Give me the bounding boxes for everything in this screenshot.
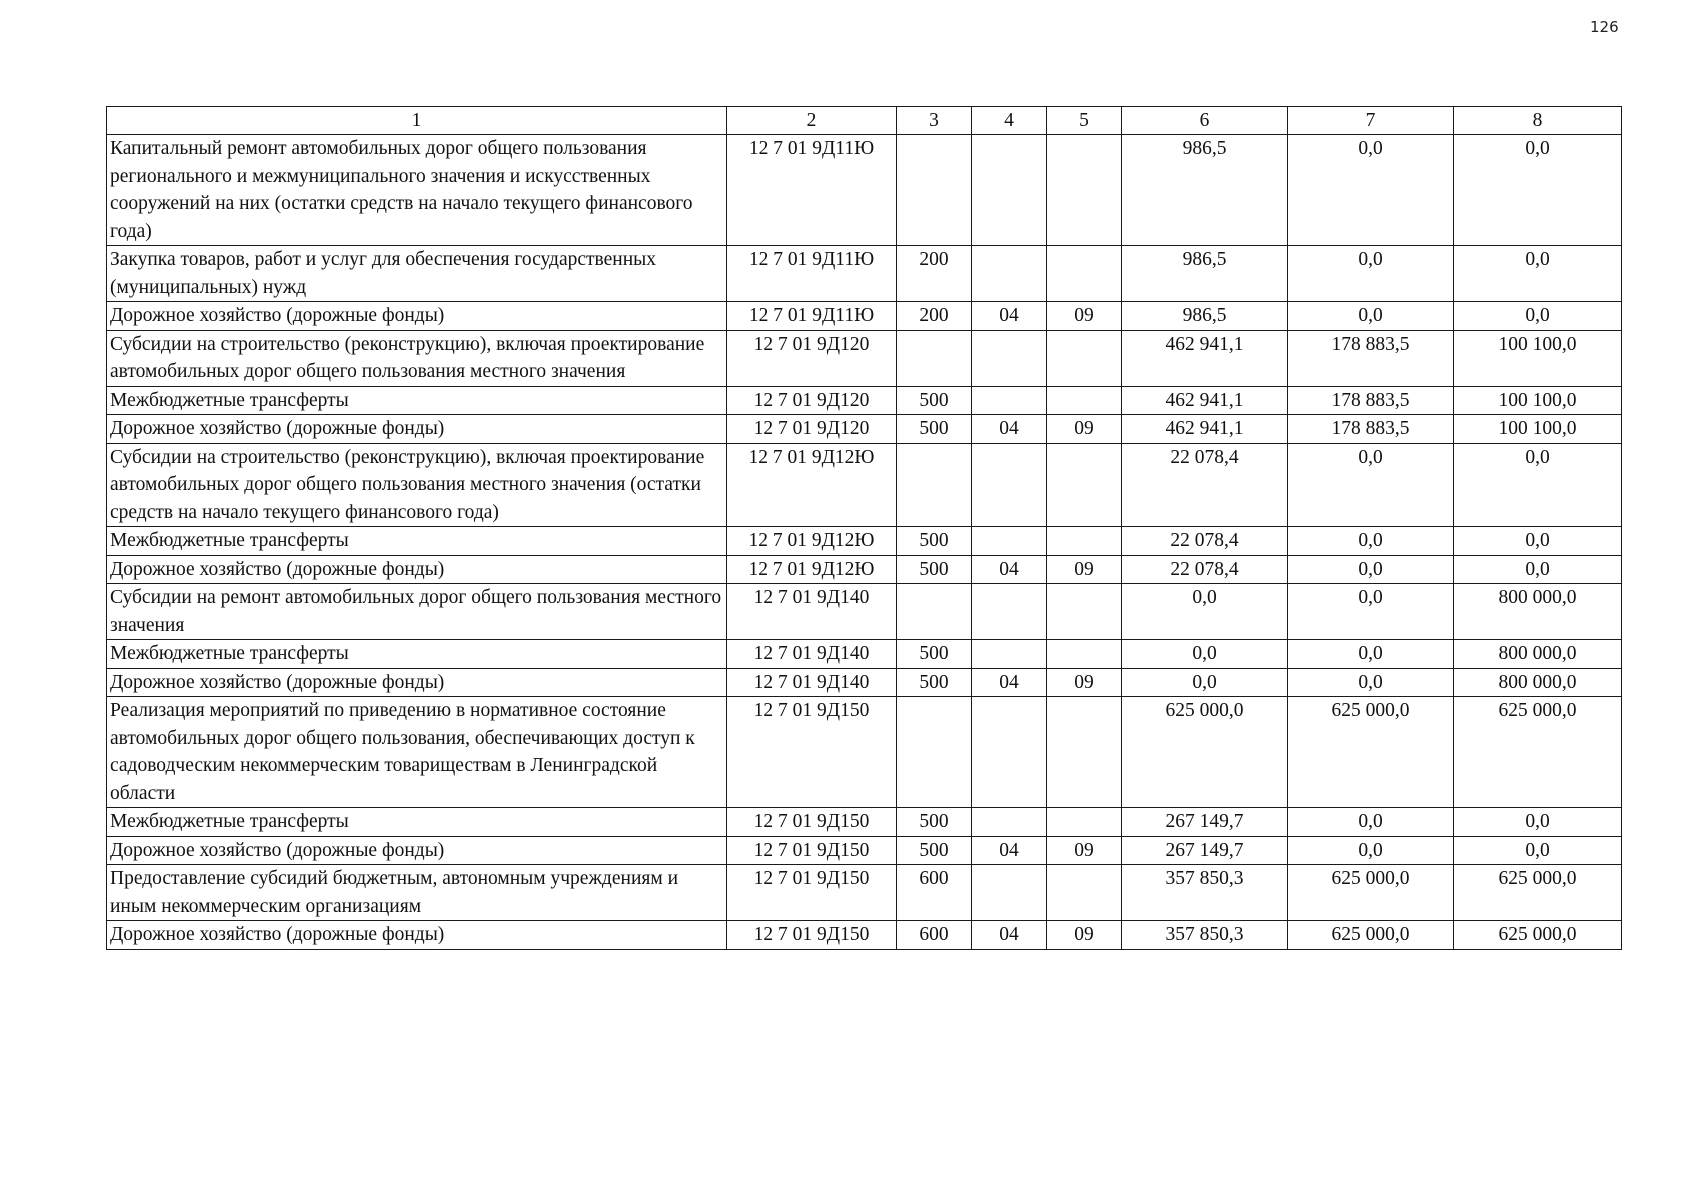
cell-name: Субсидии на строительство (реконструкцию), включая проектирование автомобильных дорог общего пользования местного значения — [107, 330, 727, 386]
table-row — [107, 808, 1622, 837]
cell-section: 04 — [972, 302, 1047, 331]
table-row — [107, 697, 1622, 808]
cell-expense-type: 500 — [897, 668, 972, 697]
cell-amount-7: 0,0 — [1288, 555, 1454, 584]
cell-amount-6: 22 078,4 — [1122, 555, 1288, 584]
cell-amount-6: 462 941,1 — [1122, 330, 1288, 386]
cell-amount-8: 625 000,0 — [1454, 865, 1622, 921]
cell-amount-6: 0,0 — [1122, 584, 1288, 640]
cell-expense-type: 500 — [897, 415, 972, 444]
cell-amount-6: 986,5 — [1122, 135, 1288, 246]
cell-amount-8: 0,0 — [1454, 555, 1622, 584]
cell-name: Межбюджетные трансферты — [107, 640, 727, 669]
table-row — [107, 921, 1622, 950]
cell-amount-7: 178 883,5 — [1288, 415, 1454, 444]
cell-amount-6: 22 078,4 — [1122, 527, 1288, 556]
cell-name: Дорожное хозяйство (дорожные фонды) — [107, 836, 727, 865]
cell-amount-7: 178 883,5 — [1288, 330, 1454, 386]
cell-amount-7: 625 000,0 — [1288, 865, 1454, 921]
cell-name: Капитальный ремонт автомобильных дорог общего пользования регионального и межмуниципального значения и искусственных сооружений на них (остатки средств на начало текущего финансового года) — [107, 135, 727, 246]
table-row — [107, 330, 1622, 386]
cell-section — [972, 246, 1047, 302]
table-row — [107, 668, 1622, 697]
table-row — [107, 246, 1622, 302]
cell-amount-7: 0,0 — [1288, 246, 1454, 302]
cell-target-code: 12 7 01 9Д140 — [727, 668, 897, 697]
cell-section — [972, 584, 1047, 640]
cell-expense-type — [897, 330, 972, 386]
cell-section — [972, 697, 1047, 808]
table-header — [107, 107, 1622, 135]
cell-name: Предоставление субсидий бюджетным, автономным учреждениям и иным некоммерческим организациям — [107, 865, 727, 921]
cell-subsection: 09 — [1047, 415, 1122, 444]
cell-target-code: 12 7 01 9Д11Ю — [727, 246, 897, 302]
table-row — [107, 135, 1622, 246]
column-header-3: 3 — [897, 107, 972, 135]
cell-amount-8: 0,0 — [1454, 808, 1622, 837]
cell-expense-type: 500 — [897, 640, 972, 669]
cell-amount-7: 0,0 — [1288, 584, 1454, 640]
cell-target-code: 12 7 01 9Д11Ю — [727, 135, 897, 246]
column-header-4: 4 — [972, 107, 1047, 135]
cell-amount-8: 800 000,0 — [1454, 668, 1622, 697]
cell-section — [972, 135, 1047, 246]
cell-section: 04 — [972, 836, 1047, 865]
cell-expense-type: 200 — [897, 302, 972, 331]
cell-name: Дорожное хозяйство (дорожные фонды) — [107, 921, 727, 950]
cell-subsection — [1047, 386, 1122, 415]
page-number: 126 — [1590, 18, 1619, 36]
cell-amount-7: 625 000,0 — [1288, 921, 1454, 950]
cell-section — [972, 443, 1047, 527]
cell-name: Субсидии на ремонт автомобильных дорог общего пользования местного значения — [107, 584, 727, 640]
cell-section — [972, 330, 1047, 386]
cell-section: 04 — [972, 921, 1047, 950]
cell-section — [972, 808, 1047, 837]
cell-target-code: 12 7 01 9Д150 — [727, 865, 897, 921]
cell-subsection: 09 — [1047, 555, 1122, 584]
cell-subsection — [1047, 246, 1122, 302]
column-header-2: 2 — [727, 107, 897, 135]
cell-amount-7: 178 883,5 — [1288, 386, 1454, 415]
cell-expense-type: 200 — [897, 246, 972, 302]
cell-amount-6: 357 850,3 — [1122, 921, 1288, 950]
cell-section — [972, 640, 1047, 669]
cell-target-code: 12 7 01 9Д120 — [727, 386, 897, 415]
cell-subsection — [1047, 443, 1122, 527]
cell-name: Субсидии на строительство (реконструкцию), включая проектирование автомобильных дорог общего пользования местного значения (остатки средств на начало текущего финансового года) — [107, 443, 727, 527]
budget-table — [106, 106, 1622, 950]
table-row — [107, 836, 1622, 865]
cell-expense-type: 500 — [897, 386, 972, 415]
cell-expense-type: 500 — [897, 555, 972, 584]
cell-amount-7: 0,0 — [1288, 640, 1454, 669]
cell-subsection — [1047, 640, 1122, 669]
cell-target-code: 12 7 01 9Д150 — [727, 808, 897, 837]
cell-target-code: 12 7 01 9Д150 — [727, 921, 897, 950]
cell-amount-6: 462 941,1 — [1122, 386, 1288, 415]
cell-amount-7: 0,0 — [1288, 443, 1454, 527]
cell-expense-type — [897, 135, 972, 246]
table-row — [107, 865, 1622, 921]
table-row — [107, 386, 1622, 415]
cell-name: Дорожное хозяйство (дорожные фонды) — [107, 555, 727, 584]
table-row — [107, 302, 1622, 331]
cell-amount-8: 0,0 — [1454, 836, 1622, 865]
cell-name: Дорожное хозяйство (дорожные фонды) — [107, 415, 727, 444]
cell-target-code: 12 7 01 9Д140 — [727, 584, 897, 640]
table-row — [107, 584, 1622, 640]
cell-section: 04 — [972, 555, 1047, 584]
cell-amount-6: 462 941,1 — [1122, 415, 1288, 444]
cell-amount-8: 800 000,0 — [1454, 640, 1622, 669]
cell-name: Закупка товаров, работ и услуг для обеспечения государственных (муниципальных) нужд — [107, 246, 727, 302]
cell-target-code: 12 7 01 9Д120 — [727, 415, 897, 444]
cell-subsection — [1047, 697, 1122, 808]
cell-subsection — [1047, 330, 1122, 386]
cell-amount-6: 986,5 — [1122, 302, 1288, 331]
cell-name: Межбюджетные трансферты — [107, 808, 727, 837]
cell-name: Межбюджетные трансферты — [107, 386, 727, 415]
cell-target-code: 12 7 01 9Д12Ю — [727, 527, 897, 556]
cell-subsection — [1047, 135, 1122, 246]
cell-expense-type: 600 — [897, 865, 972, 921]
cell-amount-8: 0,0 — [1454, 302, 1622, 331]
cell-amount-6: 625 000,0 — [1122, 697, 1288, 808]
cell-expense-type: 500 — [897, 808, 972, 837]
cell-expense-type: 600 — [897, 921, 972, 950]
cell-amount-6: 0,0 — [1122, 668, 1288, 697]
cell-expense-type: 500 — [897, 527, 972, 556]
cell-target-code: 12 7 01 9Д150 — [727, 836, 897, 865]
table-row — [107, 415, 1622, 444]
cell-section — [972, 527, 1047, 556]
cell-amount-7: 0,0 — [1288, 302, 1454, 331]
cell-subsection — [1047, 808, 1122, 837]
cell-subsection — [1047, 527, 1122, 556]
cell-expense-type: 500 — [897, 836, 972, 865]
cell-amount-6: 986,5 — [1122, 246, 1288, 302]
column-header-7: 7 — [1288, 107, 1454, 135]
table-row — [107, 443, 1622, 527]
cell-amount-8: 100 100,0 — [1454, 330, 1622, 386]
cell-amount-7: 0,0 — [1288, 808, 1454, 837]
cell-amount-7: 0,0 — [1288, 135, 1454, 246]
header-row — [107, 107, 1622, 135]
table-row — [107, 555, 1622, 584]
cell-amount-8: 0,0 — [1454, 443, 1622, 527]
cell-name: Реализация мероприятий по приведению в нормативное состояние автомобильных дорог общего пользования, обеспечивающих доступ к садоводческим некоммерческим товариществам в Ленинградской области — [107, 697, 727, 808]
cell-section: 04 — [972, 668, 1047, 697]
cell-amount-8: 625 000,0 — [1454, 697, 1622, 808]
cell-amount-7: 0,0 — [1288, 527, 1454, 556]
cell-section: 04 — [972, 415, 1047, 444]
cell-subsection: 09 — [1047, 921, 1122, 950]
cell-amount-8: 800 000,0 — [1454, 584, 1622, 640]
column-header-6: 6 — [1122, 107, 1288, 135]
cell-amount-7: 625 000,0 — [1288, 697, 1454, 808]
cell-target-code: 12 7 01 9Д140 — [727, 640, 897, 669]
cell-amount-8: 0,0 — [1454, 135, 1622, 246]
cell-section — [972, 865, 1047, 921]
cell-amount-6: 267 149,7 — [1122, 808, 1288, 837]
column-header-5: 5 — [1047, 107, 1122, 135]
cell-amount-7: 0,0 — [1288, 668, 1454, 697]
cell-amount-6: 267 149,7 — [1122, 836, 1288, 865]
cell-subsection: 09 — [1047, 836, 1122, 865]
cell-subsection: 09 — [1047, 302, 1122, 331]
cell-amount-8: 100 100,0 — [1454, 415, 1622, 444]
cell-amount-8: 0,0 — [1454, 527, 1622, 556]
cell-amount-8: 100 100,0 — [1454, 386, 1622, 415]
table-row — [107, 527, 1622, 556]
cell-amount-6: 0,0 — [1122, 640, 1288, 669]
cell-target-code: 12 7 01 9Д150 — [727, 697, 897, 808]
cell-name: Дорожное хозяйство (дорожные фонды) — [107, 668, 727, 697]
cell-amount-6: 22 078,4 — [1122, 443, 1288, 527]
cell-subsection — [1047, 584, 1122, 640]
cell-name: Межбюджетные трансферты — [107, 527, 727, 556]
cell-amount-6: 357 850,3 — [1122, 865, 1288, 921]
cell-target-code: 12 7 01 9Д11Ю — [727, 302, 897, 331]
cell-expense-type — [897, 443, 972, 527]
cell-target-code: 12 7 01 9Д12Ю — [727, 443, 897, 527]
cell-target-code: 12 7 01 9Д12Ю — [727, 555, 897, 584]
column-header-8: 8 — [1454, 107, 1622, 135]
cell-amount-8: 625 000,0 — [1454, 921, 1622, 950]
cell-name: Дорожное хозяйство (дорожные фонды) — [107, 302, 727, 331]
cell-amount-7: 0,0 — [1288, 836, 1454, 865]
cell-expense-type — [897, 584, 972, 640]
table-row — [107, 640, 1622, 669]
cell-target-code: 12 7 01 9Д120 — [727, 330, 897, 386]
cell-expense-type — [897, 697, 972, 808]
column-header-1: 1 — [107, 107, 727, 135]
cell-section — [972, 386, 1047, 415]
cell-amount-8: 0,0 — [1454, 246, 1622, 302]
cell-subsection: 09 — [1047, 668, 1122, 697]
cell-subsection — [1047, 865, 1122, 921]
table-body — [107, 135, 1622, 950]
